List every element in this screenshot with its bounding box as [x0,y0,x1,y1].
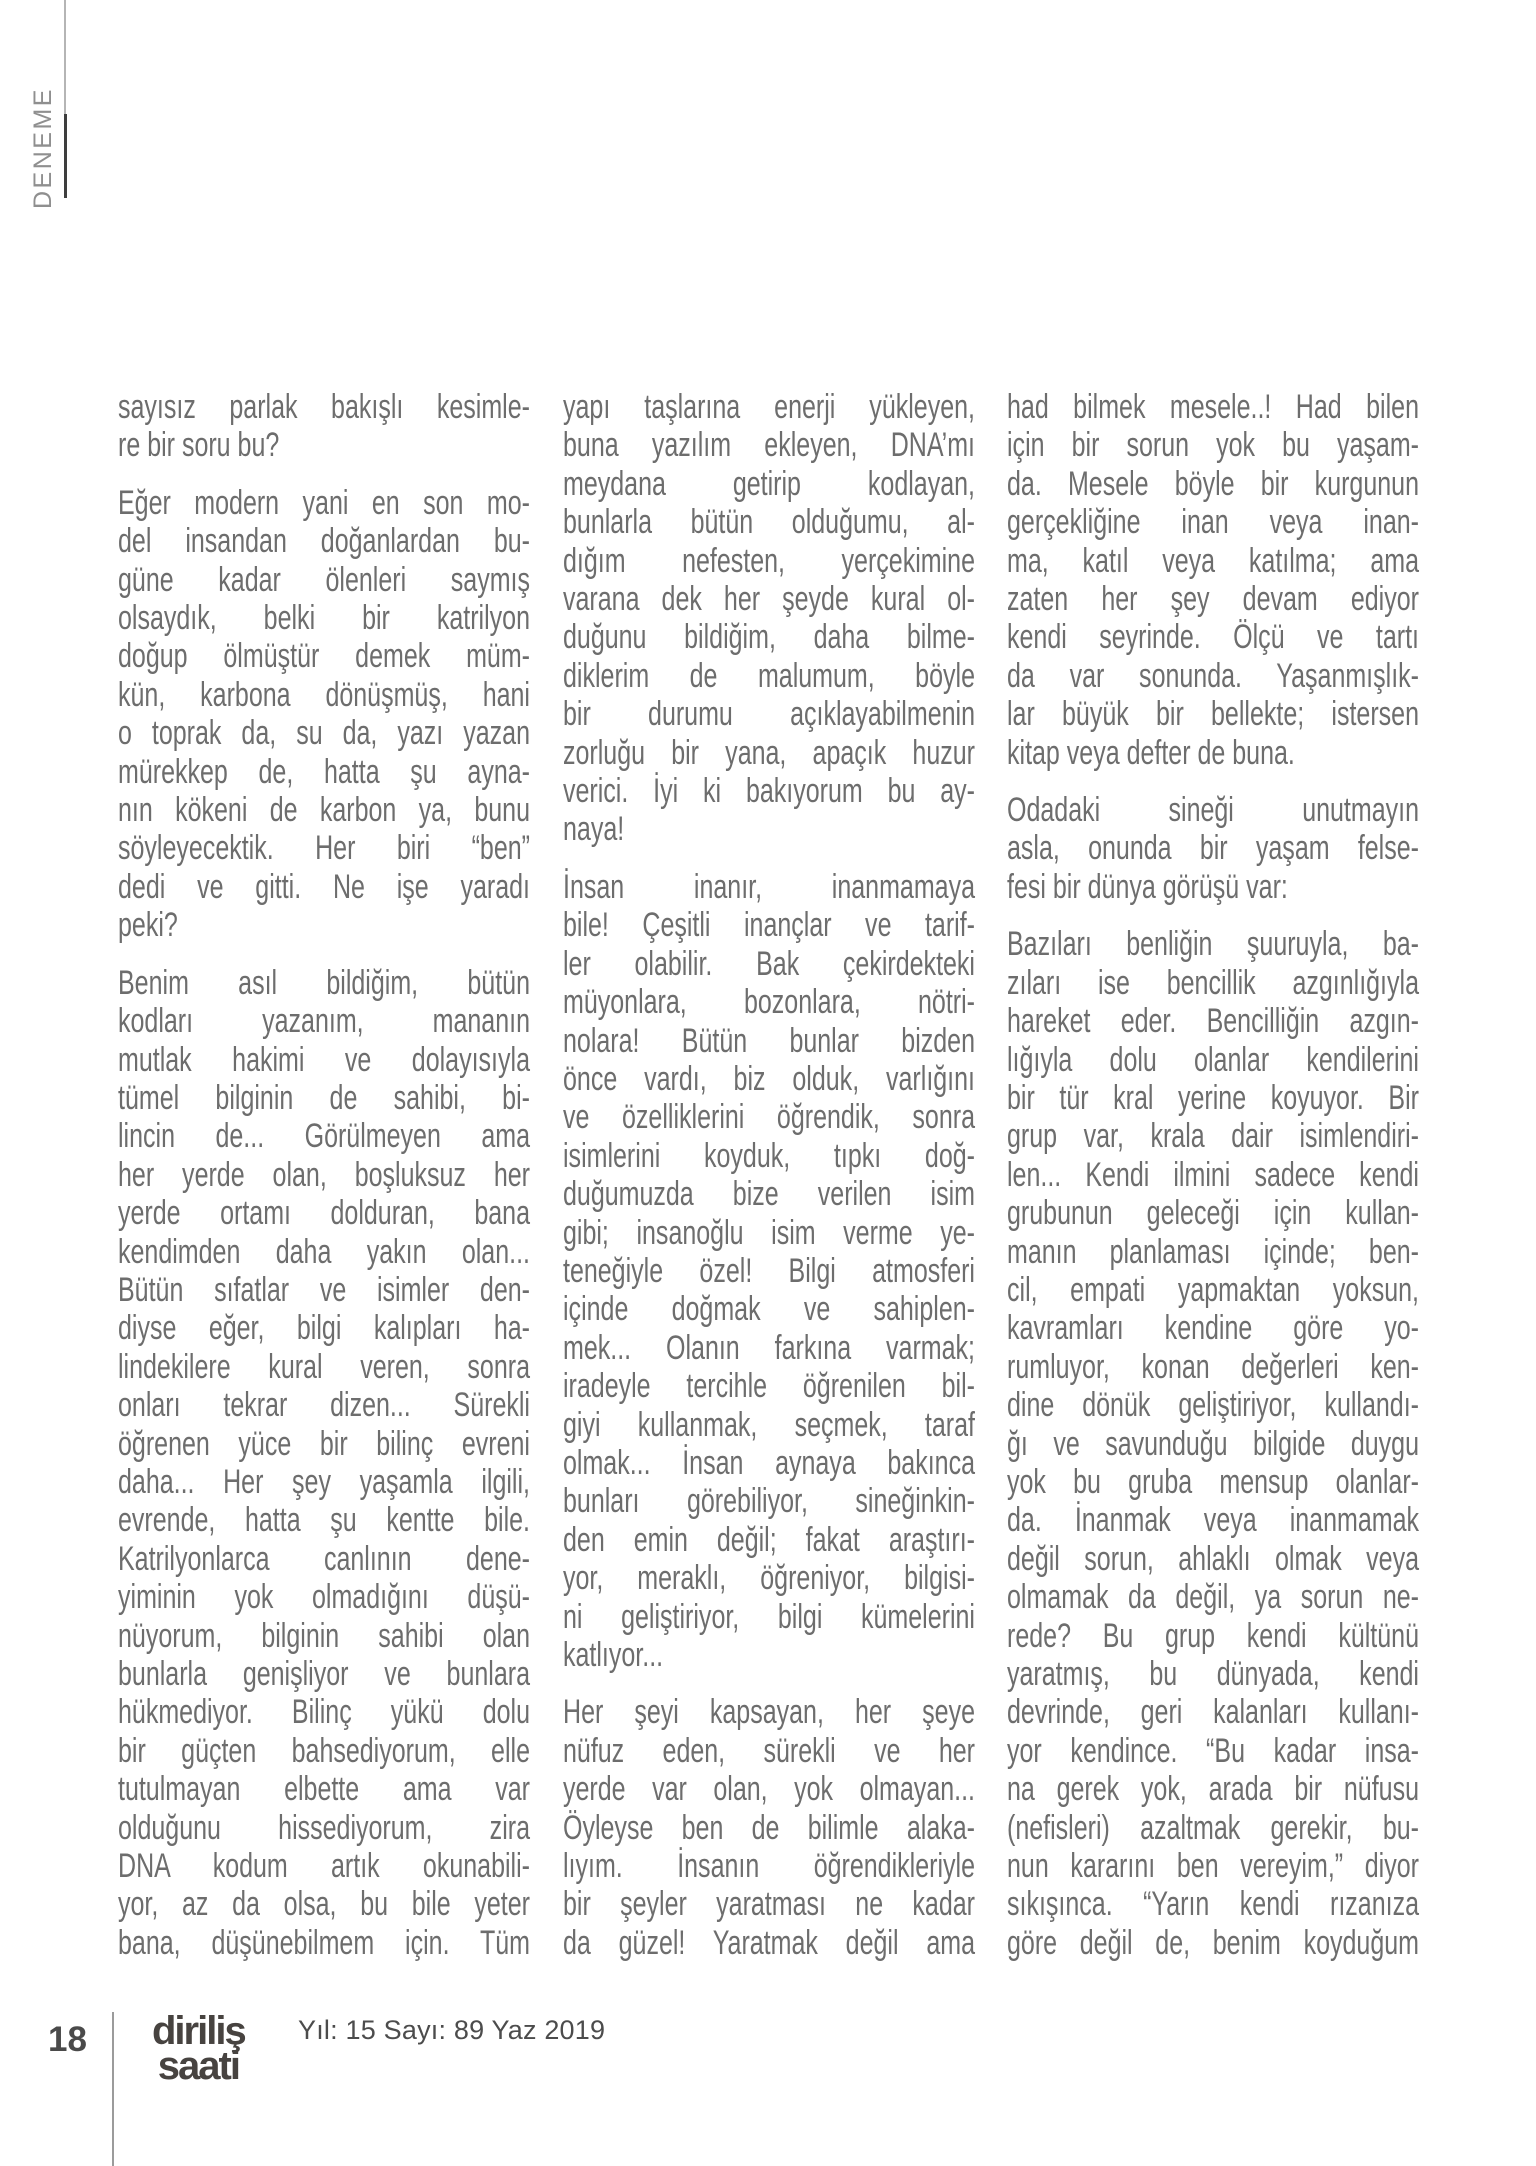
text-line: tümel bilginin de sahibi, bi- [118,1078,530,1117]
text-line: mutlak hakimi ve dolayısıyla [118,1040,530,1079]
paragraph [1007,791,1419,906]
text-line: den emin değil; fakat araştırı- [563,1520,975,1559]
text-line: kodları yazanım, mananın [118,1002,530,1041]
text-line: peki? [118,906,178,945]
text-line: değil sorun, ahlaklı olmak veya [1007,1539,1419,1578]
text-line: verici. İyi ki bakıyorum bu ay- [563,772,975,811]
text-line: teneğiyle özel! Bilgi atmosferi [563,1251,975,1290]
text-line: yapı taşlarına enerji yükleyen, [563,388,975,426]
text-line: yaratmış, bu dünyada, kendi [1007,1655,1419,1693]
text-line: ve özelliklerini öğrendik, sonra [563,1098,975,1137]
text-line: için bir sorun yok bu yaşam- [1007,426,1419,465]
text-line: bir tür kral yerine koyuyor. Bir [1007,1078,1419,1117]
top-rule-light [64,0,66,114]
text-line: naya! [563,810,625,849]
text-line: güne kadar ölenleri saymış [118,560,530,599]
issue-info: Yıl: 15 Sayı: 89 Yaz 2019 [298,2015,606,2045]
text-line: sıkışınca. “Yarın kendi rızanıza [1007,1885,1419,1924]
text-line: buna yazılım ekleyen, DNA’mı [563,426,975,465]
text-line: daha... Her şey yaşamla ilgili, [118,1462,530,1501]
text-line: da. İnanmak veya inanmamak [1007,1501,1419,1540]
text-line: yerde ortamı dolduran, bana [118,1194,530,1233]
text-line: gibi; insanoğlu isim verme ye- [563,1213,975,1252]
text-line: lığıyla dolu olanlar kendilerini [1007,1040,1419,1079]
text-line: diyse eğer, bilgi kalıpları ha- [118,1309,530,1348]
text-line: da var sonunda. Yaşanmışlık- [1007,656,1419,695]
text-line: olduğunu hissediyorum, zira [118,1808,530,1847]
text-line: da güzel! Yaratmak değil ama [563,1923,975,1962]
text-column-1-content [118,388,530,1962]
text-line: da. Mesele böyle bir kurgunun [1007,464,1419,503]
paragraph [1007,388,1419,772]
text-line: (nefisleri) azaltmak gerekir, bu- [1007,1808,1419,1847]
text-line: nın kökeni de karbon ya, bunu [118,791,530,830]
text-line: olmamak da değil, ya sorun ne- [1007,1578,1419,1617]
text-line: tutulmayan elbette ama var [118,1770,530,1809]
text-line: ni geliştiriyor, bilgi kümelerini [563,1597,975,1636]
magazine-logo [152,2009,245,2088]
text-line: bunları görebiliyor, sineğinkin- [563,1482,975,1521]
text-line: dığım nefesten, yerçekimine [563,541,975,580]
text-line: göre değil de, benim koyduğum [1007,1923,1419,1962]
text-line: Katrilyonlarca canlının dene- [118,1539,530,1578]
text-line: DNA kodum artık okunabili- [118,1847,530,1886]
text-line: grup var, krala dair isimlendiri- [1007,1117,1419,1156]
text-line: önce vardı, biz olduk, varlığını [563,1059,975,1098]
text-line: söyleyecektik. Her biri “ben” [118,829,530,868]
text-line: bir durumu açıklayabilmenin [563,695,975,734]
text-line: bunlarla genişliyor ve bunlara [118,1655,530,1693]
text-line: zaten her şey devam ediyor [1007,580,1419,619]
section-label: DENEME [29,87,57,209]
text-line: olmak... İnsan aynaya bakınca [563,1443,975,1482]
text-line: sayısız parlak bakışlı kesimle- [118,388,530,426]
text-line: del insandan doğanlardan bu- [118,522,530,561]
text-line: nüfuz eden, sürekli ve her [563,1731,975,1770]
text-line: diklerim de malumum, böyle [563,656,975,695]
text-line: bunlarla bütün olduğumu, al- [563,503,975,542]
text-line: yor, meraklı, öğreniyor, bilgisi- [563,1559,975,1598]
text-line: Her şeyi kapsayan, her şeye [563,1693,975,1732]
text-line: rumluyor, konan değerleri ken- [1007,1347,1419,1386]
text-line: ğı ve savunduğu bilgide duygu [1007,1424,1419,1463]
text-line: öğrenen yüce bir bilinç evreni [118,1424,530,1463]
text-line: Bazıları benliğin şuuruyla, ba- [1007,925,1419,964]
text-line: onları tekrar dizen... Sürekli [118,1386,530,1425]
text-line: doğup ölmüştür demek müm- [118,637,530,676]
text-line: yor kendince. “Bu kadar insa- [1007,1731,1419,1770]
text-line: iradeyle tercihle öğrenilen bil- [563,1367,975,1406]
text-line: lincin de... Görülmeyen ama [118,1117,530,1156]
text-line: rede? Bu grup kendi kültünü [1007,1616,1419,1655]
text-column-3 [1007,388,1419,1962]
text-line: hükmediyor. Bilinç yükü dolu [118,1693,530,1732]
text-line: bir şeyler yaratması ne kadar [563,1885,975,1924]
text-line: ler olabilir. Bak çekirdekteki [563,944,975,983]
text-line: kendimden daha yakın olan... [118,1232,530,1271]
text-line: len... Kendi ilmini sadece kendi [1007,1155,1419,1194]
text-line: olsaydık, belki bir katrilyon [118,599,530,638]
paragraph [118,484,530,945]
text-line: bir güçten bahsediyorum, elle [118,1731,530,1770]
text-line: içinde doğmak ve sahiplen- [563,1290,975,1329]
text-line: meydana getirip kodlayan, [563,464,975,503]
text-line: yiminin yok olmadığını düşü- [118,1578,530,1617]
text-line: mek... Olanın farkına varmak; [563,1328,975,1367]
text-line: yor, az da olsa, bu bile yeter [118,1885,530,1924]
text-line: Odadaki sineği unutmayın [1007,791,1419,830]
text-line: ma, katıl veya katılma; ama [1007,541,1419,580]
text-line: evrende, hatta şu kentte bile. [118,1501,530,1540]
text-column-2-content [563,388,975,1962]
text-line: bana, düşünebilmem için. Tüm [118,1923,530,1962]
paragraph [563,868,975,1675]
text-line: kendi seyrinde. Ölçü ve tartı [1007,618,1419,657]
text-line: dedi ve gitti. Ne işe yaradı [118,867,530,906]
text-line: Öyleyse ben de bilimle alaka- [563,1808,975,1847]
text-line: fesi bir dünya görüşü var: [1007,867,1288,906]
text-line: dine dönük geliştiriyor, kullandı- [1007,1386,1419,1425]
text-line: devrinde, geri kalanları kullanı- [1007,1693,1419,1732]
text-line: Eğer modern yani en son mo- [118,483,530,522]
text-line: zorluğu bir yana, apaçık huzur [563,733,975,772]
text-line: nun kararını ben vereyim,” diyor [1007,1847,1419,1886]
paragraph [1007,925,1419,1962]
text-line: İnsan inanır, inanmamaya [563,867,975,906]
text-line: cil, empati yapmaktan yoksun, [1007,1270,1419,1309]
text-line: katlıyor... [563,1636,664,1674]
text-line: Bütün sıfatlar ve isimler den- [118,1270,530,1309]
paragraph [118,964,530,1963]
text-line: giyi kullanmak, seçmek, taraf [563,1405,975,1444]
paragraph [563,1693,975,1962]
logo-line-1: diriliş [152,2009,245,2053]
page-number: 18 [48,2020,87,2059]
text-column-2 [563,388,975,1962]
text-line: kavramları kendine göre yo- [1007,1309,1419,1348]
text-line: had bilmek mesele..! Had bilen [1007,388,1419,426]
text-line: lindekilere kural veren, sonra [118,1347,530,1386]
text-line: zıları ise bencillik azgınlığıyla [1007,963,1419,1002]
text-line: duğumuzda bize verilen isim [563,1175,975,1214]
text-line: manın planlaması içinde; ben- [1007,1232,1419,1271]
text-line: nolara! Bütün bunlar bizden [563,1021,975,1060]
text-line: varana dek her şeyde kural ol- [563,580,975,619]
text-line: bile! Çeşitli inançlar ve tarif- [563,906,975,945]
text-line: asla, onunda bir yaşam felse- [1007,829,1419,868]
text-line: lar büyük bir bellekte; istersen [1007,695,1419,734]
logo-line-2: saati [157,2044,239,2088]
text-line: her yerde olan, boşluksuz her [118,1155,530,1194]
paragraph [563,388,975,849]
text-line: yerde var olan, yok olmayan... [563,1770,975,1809]
text-line: müyonlara, bozonlara, nötri- [563,983,975,1022]
text-line: yok bu gruba mensup olanlar- [1007,1462,1419,1501]
text-line: o toprak da, su da, yazı yazan [118,714,530,753]
text-line: hareket eder. Bencilliğin azgın- [1007,1002,1419,1041]
text-column-1 [118,388,530,1962]
text-line: grubunun geleceği için kullan- [1007,1194,1419,1233]
text-line: Benim asıl bildiğim, bütün [118,963,530,1002]
text-line: kitap veya defter de buna. [1007,733,1295,772]
paragraph [118,388,530,465]
text-line: isimlerini koyduk, tıpkı doğ- [563,1136,975,1175]
text-column-3-content [1007,388,1419,1962]
text-line: na gerek yok, arada bir nüfusu [1007,1770,1419,1809]
text-line: lıyım. İnsanın öğrendikleriyle [563,1847,975,1886]
text-line: re bir soru bu? [118,426,280,465]
top-rule-dark [64,114,67,198]
text-line: duğunu bildiğim, daha bilme- [563,618,975,657]
text-line: mürekkep de, hatta şu ayna- [118,752,530,791]
text-line: kün, karbona dönüşmüş, hani [118,675,530,714]
text-line: gerçekliğine inan veya inan- [1007,503,1419,542]
footer-divider [112,2012,114,2166]
text-line: nüyorum, bilginin sahibi olan [118,1616,530,1655]
